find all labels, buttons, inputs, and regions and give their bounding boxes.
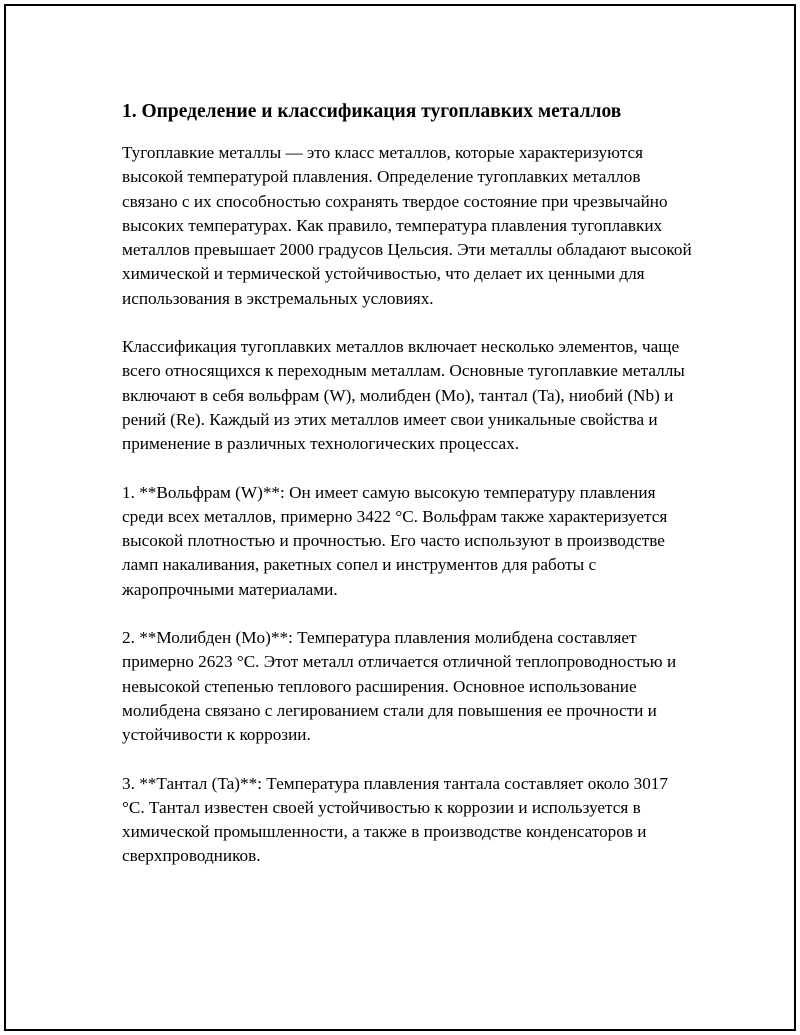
- document-body: [122, 98, 692, 893]
- list-item-tantalum: 3. **Тантал (Ta)**: Температура плавления тантала составляет около 3017 °C. Тантал известен своей устойчивостью к коррозии и используется в химической промышленности, а также в производстве конденсаторов и сверхпроводников.: [122, 773, 668, 866]
- paragraph-definition: Тугоплавкие металлы — это класс металлов, которые характеризуются высокой температурой плавления. Определение тугоплавких металлов связано с их способностью сохранять твердое состояние при чрезвычайно высоких температурах. Как правило, температура плавления тугоплавких металлов превышает 2000 градусов Цельсия. Эти металлы обладают высокой химической и термической устойчивостью, что делает их ценными для использования в экстремальных условиях.: [122, 143, 692, 308]
- section-heading: 1. Определение и классификация тугоплавких металлов: [122, 101, 622, 122]
- list-item-molybdenum: 2. **Молибден (Mo)**: Температура плавления молибдена составляет примерно 2623 °C. Этот металл отличается отличной теплопроводностью и невысокой степенью теплового расширения. Основное использование молибдена связано с легированием стали для повышения ее прочности и устойчивости к коррозии.: [122, 628, 677, 745]
- list-item-tungsten: 1. **Вольфрам (W)**: Он имеет самую высокую температуру плавления среди всех металлов, примерно 3422 °C. Вольфрам также характеризуется высокой плотностью и прочностью. Его часто используют в производстве ламп накаливания, ракетных сопел и инструментов для работы с жаропрочными материалами.: [122, 482, 668, 599]
- page-frame: [4, 4, 796, 1031]
- paragraph-classification: Классификация тугоплавких металлов включает несколько элементов, чаще всего относящихся к переходным металлам. Основные тугоплавкие металлы включают в себя вольфрам (W), молибден (Mo), тантал (Ta), ниобий (Nb) и рений (Re). Каждый из этих металлов имеет свои уникальные свойства и применение в различных технологических процессах.: [122, 337, 685, 454]
